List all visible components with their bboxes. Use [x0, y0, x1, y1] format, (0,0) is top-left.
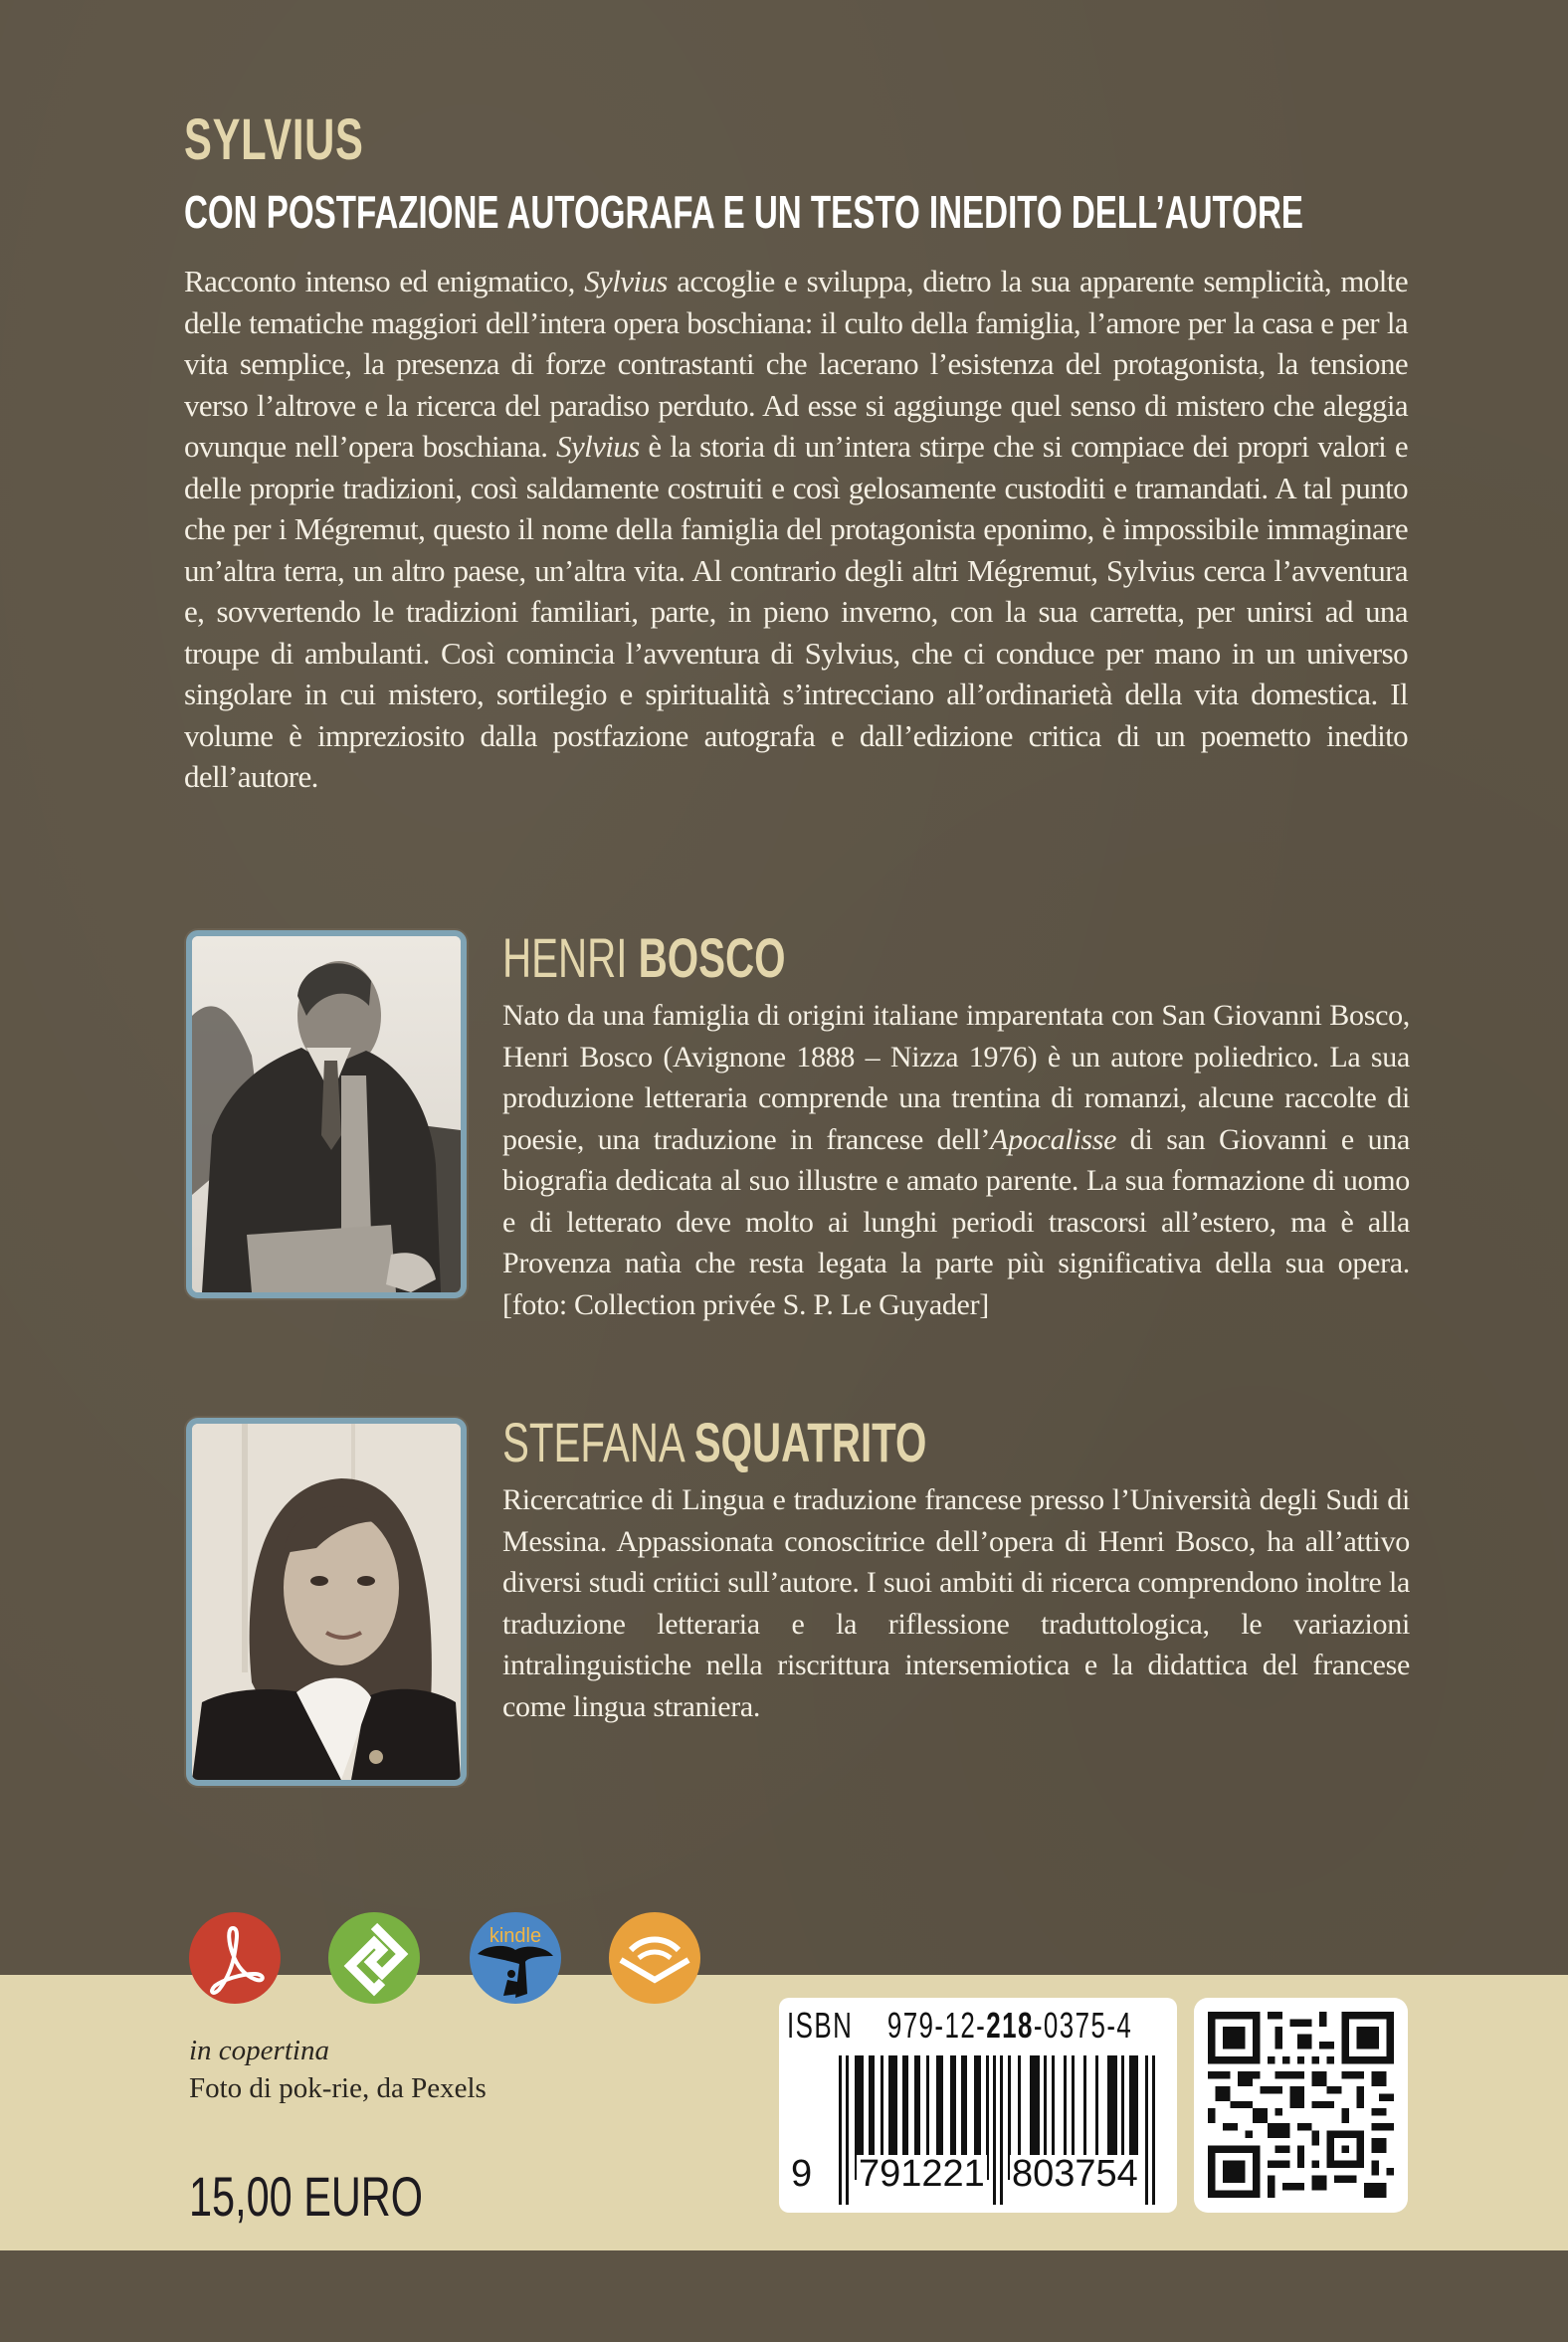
book-subtitle: CON POSTFAZIONE AUTOGRAFA E UN TESTO INEDITO DELL’AUTORE [184, 186, 1303, 238]
blurb-title-italic: Sylvius [584, 264, 668, 298]
pdf-badge [187, 1910, 283, 2006]
portrait-man-icon [192, 936, 461, 1292]
bio-italic-title: Apocalisse [990, 1122, 1117, 1156]
blurb-text: accoglie e sviluppa, dietro la sua apparente semplicità, molte delle tematiche maggiori dell’intera opera boschiana: il culto della famiglia, l’amore per la casa e per la vita semplice, la presenza di forze contrastanti che lacerano l’esistenza del protagonista, la tensione verso l’altrove e la ricerca del paradiso perduto. Ad esse si aggiunge quel senso di mistero che aleggia ovunque nell’opera boschiana. [184, 264, 1408, 464]
barcode-digit-first: 9 [791, 2153, 813, 2195]
pdf-icon [187, 1910, 283, 2006]
blurb-text: è la storia di un’intera stirpe che si compiace dei propri valori e delle proprie tradizioni, così saldamente costruiti e così gelosamente custoditi e tramandati. A tal punto che per i Mégremut, questo il nome della famiglia del protagonista eponimo, è impossibile immaginare un’altra terra, un altro paese, un’altra vita. Al contrario degli altri Mégremut, Sylvius cerca l’avventura e, sovvertendo le tradizioni familiari, parte, in pieno inverno, con la sua carretta, per unirsi ad una troupe di ambulanti. Così comincia l’avventura di Sylvius, che ci conduce per mano in un universo singolare in cui mistero, sortilegio e spiritualità s’intrecciano all’ordinarietà della vita domestica. Il volume è impreziosito dalla postfazione autografa e dall’edizione critica di un poemetto inedito dell’autore. [184, 429, 1408, 794]
author-bio-squatrito: Ricercatrice di Lingua e traduzione francese presso l’Università degli Sudi di Messina. Appassionata conoscitrice dell’opera di Henri Bosco, ha all’attivo diversi studi critici sull’autore. I suoi ambiti di ricerca comprendono inoltre la traduzione letteraria e la riflessione traduttologica, le variazioni intralinguistiche nella riscrittura intersemiotica e la didattica del francese come lingua straniera. [502, 1483, 1410, 1723]
book-blurb [184, 261, 1408, 798]
audiobook-badge [607, 1910, 702, 2006]
author-first-name: HENRI [502, 926, 628, 989]
epub-icon [326, 1910, 422, 2006]
qr-code-icon [1208, 2012, 1394, 2198]
qr-code[interactable] [1194, 1998, 1408, 2213]
audiobook-icon [607, 1910, 702, 2006]
barcode-digits-left: 791221 [859, 2153, 985, 2195]
author-last-name: BOSCO [638, 926, 786, 989]
barcode-digits-right: 803754 [1012, 2153, 1138, 2195]
isbn-prefix-label: ISBN [787, 2005, 854, 2046]
isbn-part: -0375-4 [1033, 2005, 1133, 2046]
kindle-icon [468, 1910, 563, 2006]
author-name-squatrito [502, 1411, 927, 1473]
blurb-title-italic: Sylvius [556, 429, 640, 464]
cover-credit-label: in copertina [189, 2035, 329, 2066]
author-last-name: SQUATRITO [693, 1411, 927, 1473]
bottom-strip [0, 2250, 1568, 2342]
epub-badge [326, 1910, 422, 2006]
book-title: SYLVIUS [184, 107, 364, 172]
isbn-part: 979-12- [886, 2005, 987, 2046]
author-first-name: STEFANA [502, 1411, 684, 1473]
portrait-woman-icon [192, 1424, 461, 1780]
kindle-badge [468, 1910, 563, 2006]
author-photo-bosco [186, 930, 467, 1298]
price: 15,00 EURO [189, 2165, 423, 2228]
bio-text: Nato da una famiglia di origini italiane imparentata con San Giovanni Bosco, Henri Bosco (Avignone 1888 – Nizza 1976) è un autore poliedrico. La sua produzione letteraria comprende una trentina di romanzi, alcune raccolte di poesie, una traduzione in francese dell’ [502, 999, 1410, 1156]
isbn-label [787, 2005, 1133, 2046]
isbn-publisher: 218 [986, 2005, 1034, 2046]
author-photo-squatrito [186, 1418, 467, 1786]
kindle-label: kindle [489, 1925, 542, 1947]
blurb-text: Racconto intenso ed enigmatico, [184, 264, 585, 298]
author-bio-bosco [502, 995, 1410, 1325]
bio-text: di san Giovanni e una biografia dedicata al suo illustre e amato parente. La sua formazione di uomo e di letterato deve molto ai lunghi periodi trascorsi all’estero, ma è alla Provenza natìa che resta legata la parte più significativa della sua opera. [foto: Collection privée S. P. Le Guyader] [502, 1122, 1410, 1321]
isbn-barcode [779, 1998, 1177, 2213]
cover-credit-text: Foto di pok-rie, da Pexels [189, 2072, 487, 2104]
author-name-bosco [502, 926, 786, 989]
